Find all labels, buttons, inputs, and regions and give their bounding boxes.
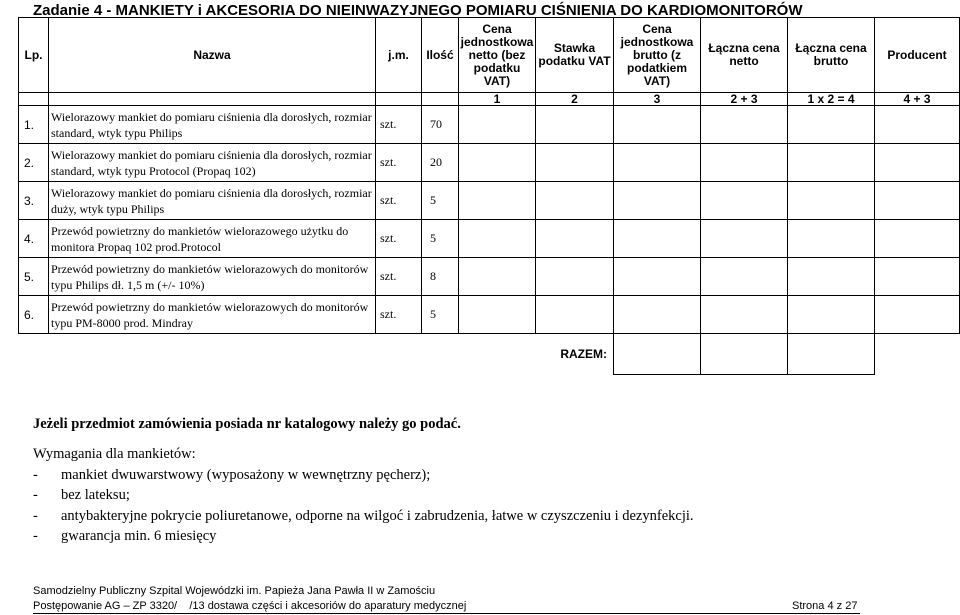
- header-vat: Stawka podatku VAT: [536, 18, 614, 93]
- row-name: Wielorazowy mankiet do pomiaru ciśnienia dla dorosłych, rozmiar duży, wtyk typu Philips: [49, 182, 376, 220]
- unit-net-cell[interactable]: [459, 258, 536, 296]
- row-jm: szt.: [376, 144, 422, 182]
- total-gross-cell[interactable]: [788, 144, 875, 182]
- row-qty: 5: [422, 182, 459, 220]
- header-jm: j.m.: [376, 18, 422, 93]
- table-row: [19, 220, 960, 258]
- unit-net-cell[interactable]: [459, 220, 536, 258]
- header-lp: Lp.: [19, 18, 49, 93]
- header-unit-gross: Cena jednostkowa brutto (z podatkiem VAT): [614, 18, 701, 93]
- unit-net-cell[interactable]: [459, 296, 536, 334]
- producer-cell[interactable]: [875, 296, 960, 334]
- list-item: - mankiet dwuwarstwowy (wyposażony w wewnętrzny pęcherz);: [33, 465, 694, 486]
- vat-cell[interactable]: [536, 220, 614, 258]
- col-number: 1 x 2 = 4: [788, 93, 875, 106]
- vat-cell[interactable]: [536, 182, 614, 220]
- total-gross-cell[interactable]: [788, 220, 875, 258]
- row-jm: szt.: [376, 220, 422, 258]
- col-number: 2 + 3: [701, 93, 788, 106]
- unit-net-cell[interactable]: [459, 144, 536, 182]
- row-qty: 8: [422, 258, 459, 296]
- row-name: Wielorazowy mankiet do pomiaru ciśnienia dla dorosłych, rozmiar standard, wtyk typu Protocol (Propaq 102): [49, 144, 376, 182]
- row-name: Przewód powietrzny do mankietów wielorazowych do monitorów typu PM-8000 prod. Mindray: [49, 296, 376, 334]
- row-jm: szt.: [376, 182, 422, 220]
- table-header-row: [19, 18, 960, 93]
- row-lp: 2.: [19, 144, 49, 182]
- unit-gross-cell[interactable]: [614, 220, 701, 258]
- col-number: 1: [459, 93, 536, 106]
- requirements-section: [33, 444, 694, 547]
- column-number-row: [19, 93, 960, 106]
- header-name: Nazwa: [49, 18, 376, 93]
- total-net-cell[interactable]: [701, 220, 788, 258]
- requirements-heading: Wymagania dla mankietów:: [33, 446, 196, 462]
- header-total-net: Łączna cena netto: [701, 18, 788, 93]
- col-number: 4 + 3: [875, 93, 960, 106]
- list-dash: -: [33, 487, 38, 503]
- row-qty: 70: [422, 106, 459, 144]
- table-row: [19, 296, 960, 334]
- row-jm: szt.: [376, 258, 422, 296]
- producer-cell[interactable]: [875, 220, 960, 258]
- list-dash: -: [33, 507, 38, 524]
- sum-total-net-cell[interactable]: [701, 334, 788, 375]
- unit-net-cell[interactable]: [459, 106, 536, 144]
- header-producer: Producent: [875, 18, 960, 93]
- row-qty: 20: [422, 144, 459, 182]
- table-row: [19, 144, 960, 182]
- row-qty: 5: [422, 220, 459, 258]
- producer-cell[interactable]: [875, 144, 960, 182]
- row-qty: 5: [422, 296, 459, 334]
- header-unit-net: Cena jednostkowa netto (bez podatku VAT): [459, 18, 536, 93]
- vat-cell[interactable]: [536, 144, 614, 182]
- footer-page-number: Strona 4 z 27: [792, 600, 858, 612]
- footer-institution: Samodzielny Publiczny Szpital Wojewódzki im. Papieża Jana Pawła II w Zamościu: [33, 585, 436, 597]
- razem-label: RAZEM:: [19, 334, 614, 375]
- col-number: 2: [536, 93, 614, 106]
- producer-cell[interactable]: [875, 182, 960, 220]
- sum-unit-gross-cell[interactable]: [614, 334, 701, 375]
- unit-gross-cell[interactable]: [614, 144, 701, 182]
- total-net-cell[interactable]: [701, 258, 788, 296]
- row-jm: szt.: [376, 106, 422, 144]
- sum-total-gross-cell[interactable]: [788, 334, 875, 375]
- catalog-note: Jeżeli przedmiot zamówienia posiada nr katalogowy należy go podać.: [33, 416, 461, 432]
- unit-gross-cell[interactable]: [614, 296, 701, 334]
- producer-cell[interactable]: [875, 258, 960, 296]
- footer-divider: [33, 613, 860, 614]
- footer-procedure: Postępowanie AG – ZP 3320/ /13 dostawa części i akcesoriów do aparatury medycznej: [33, 600, 467, 612]
- row-lp: 6.: [19, 296, 49, 334]
- document-title: Zadanie 4 - MANKIETY i AKCESORIA DO NIEINWAZYJNEGO POMIARU CIŚNIENIA DO KARDIOMONITORÓW: [33, 2, 803, 19]
- header-total-gross: Łączna cena brutto: [788, 18, 875, 93]
- row-lp: 5.: [19, 258, 49, 296]
- vat-cell[interactable]: [536, 296, 614, 334]
- unit-gross-cell[interactable]: [614, 258, 701, 296]
- row-lp: 1.: [19, 106, 49, 144]
- razem-row: [19, 334, 960, 375]
- vat-cell[interactable]: [536, 106, 614, 144]
- total-net-cell[interactable]: [701, 144, 788, 182]
- row-lp: 3.: [19, 182, 49, 220]
- total-gross-cell[interactable]: [788, 296, 875, 334]
- total-net-cell[interactable]: [701, 182, 788, 220]
- unit-net-cell[interactable]: [459, 182, 536, 220]
- unit-gross-cell[interactable]: [614, 106, 701, 144]
- total-net-cell[interactable]: [701, 296, 788, 334]
- list-item: - bez lateksu;: [33, 485, 694, 506]
- list-item: - gwarancja min. 6 miesięcy: [33, 526, 694, 547]
- row-jm: szt.: [376, 296, 422, 334]
- vat-cell[interactable]: [536, 258, 614, 296]
- row-lp: 4.: [19, 220, 49, 258]
- table-row: [19, 258, 960, 296]
- row-name: Przewód powietrzny do mankietów wielorazowych do monitorów typu Philips dł. 1,5 m (+/- 10%): [49, 258, 376, 296]
- price-table: [18, 17, 960, 375]
- total-net-cell[interactable]: [701, 106, 788, 144]
- list-dash: -: [33, 466, 38, 483]
- table-row: [19, 182, 960, 220]
- total-gross-cell[interactable]: [788, 182, 875, 220]
- header-qty: Ilość: [422, 18, 459, 93]
- list-item: - antybakteryjne pokrycie poliuretanowe, odporne na wilgoć i zabrudzenia, łatwe w czyszczeniu i dezynfekcji.: [33, 506, 694, 527]
- requirements-list: [33, 465, 694, 547]
- table-row: [19, 106, 960, 144]
- col-number: 3: [614, 93, 701, 106]
- total-gross-cell[interactable]: [788, 258, 875, 296]
- row-name: Wielorazowy mankiet do pomiaru ciśnienia dla dorosłych, rozmiar standard, wtyk typu Philips: [49, 106, 376, 144]
- total-gross-cell[interactable]: [788, 106, 875, 144]
- row-name: Przewód powietrzny do mankietów wielorazowego użytku do monitora Propaq 102 prod.Protocol: [49, 220, 376, 258]
- producer-cell[interactable]: [875, 106, 960, 144]
- unit-gross-cell[interactable]: [614, 182, 701, 220]
- list-dash: -: [33, 528, 38, 544]
